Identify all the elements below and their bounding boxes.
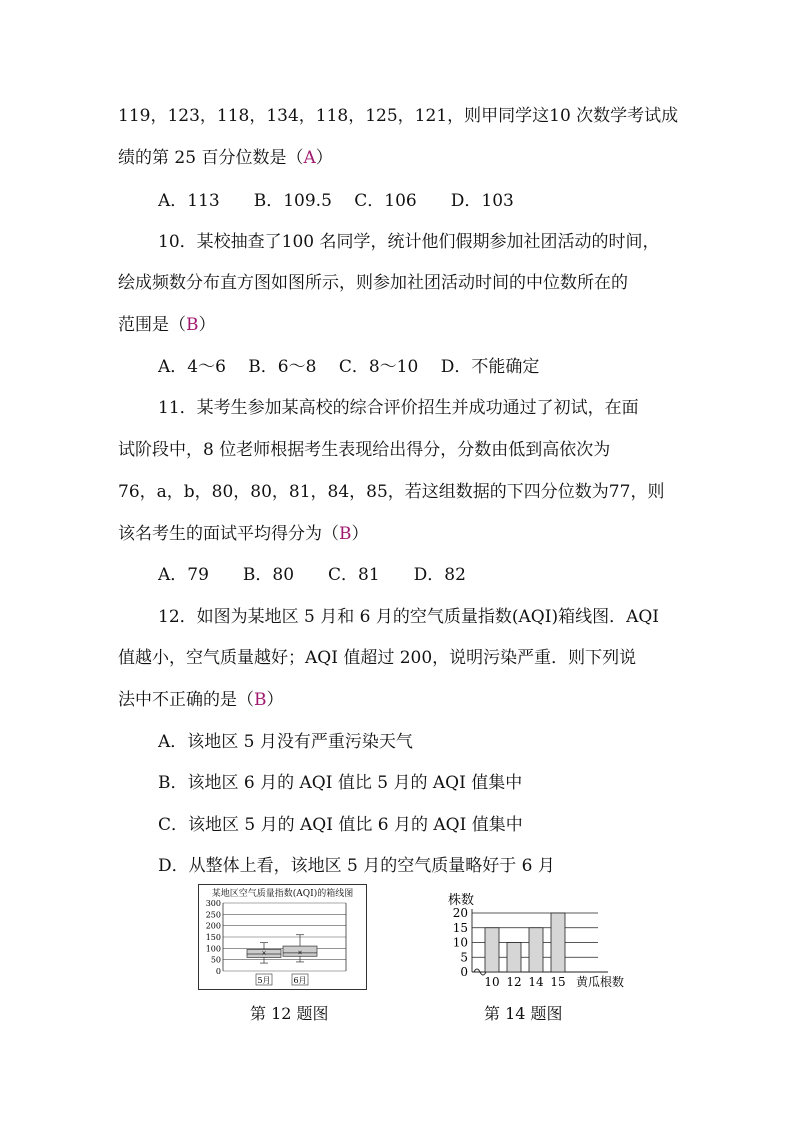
fig12-ytick-label: 200 — [205, 921, 221, 931]
q11-line2: 试阶段中，8 位老师根据考生表现给出得分，分数由低到高依次为 — [118, 440, 611, 460]
q12-answer: B — [254, 690, 267, 710]
q11-answer: B — [339, 524, 352, 544]
q10-line3-text: 范围是（ — [118, 315, 186, 335]
fig12-xlabel: 5月 — [257, 976, 271, 985]
fig14-ytick-label: 20 — [452, 906, 468, 920]
fig12-mean-marker: × — [261, 949, 267, 957]
fig14-ytick-label: 5 — [460, 950, 468, 965]
fig14-bar — [529, 928, 543, 972]
q10-options: A．4～6 B．6～8 C．8～10 D．不能确定 — [158, 357, 540, 377]
fig14-bar — [507, 943, 521, 973]
fig12-mean-marker: × — [297, 949, 303, 957]
fig12-ytick-label: 50 — [210, 955, 221, 965]
q10-line3-end: ） — [198, 315, 216, 335]
q12-line2: 值越小，空气质量越好；AQI 值超过 200，说明污染严重．则下列说 — [118, 648, 637, 668]
fig12-ytick-label: 0 — [215, 967, 221, 976]
fig14-ytick-label: 15 — [452, 920, 468, 935]
fig14-bar — [485, 928, 499, 972]
q11-line4-text: 该名考生的面试平均得分为（ — [118, 524, 339, 544]
q11-line3: 76，a，b，80，80，81，84，85，若这组数据的下四分位数为77，则 — [118, 482, 665, 502]
fig14-ytick-label: 10 — [452, 935, 468, 950]
fig14-xtick-label: 15 — [550, 975, 566, 989]
fig12-title: 某地区空气质量指数(AQI)的箱线图 — [211, 889, 354, 899]
q12-line1: 12．如图为某地区 5 月和 6 月的空气质量指数(AQI)箱线图．AQI — [158, 607, 660, 627]
q10-answer: B — [186, 315, 199, 335]
q12-line3-end: ） — [266, 690, 284, 710]
q11-line4 — [118, 522, 369, 546]
q9-line2 — [118, 146, 333, 170]
q12-option-d: D．从整体上看，该地区 5 月的空气质量略好于 6 月 — [158, 856, 555, 876]
fig14-xtick-label: 14 — [528, 975, 544, 989]
q12-line3 — [118, 688, 284, 712]
fig12-xlabel: 6月 — [293, 976, 307, 985]
q12-line3-text: 法中不正确的是（ — [118, 690, 254, 710]
q9-line1: 119，123，118，134，118，125，121，则甲同学这10 次数学考试成 — [118, 106, 679, 126]
fig12-ytick-label: 100 — [205, 944, 221, 954]
q9-answer: A — [303, 148, 316, 168]
q9-options: A．113 B．109.5 C．106 D．103 — [158, 191, 514, 211]
fig14-xtick-label: 12 — [506, 975, 522, 989]
fig14-ylabel: 株数 — [448, 893, 475, 908]
q11-line1: 11．某考生参加某高校的综合评价招生并成功通过了初试，在面 — [158, 398, 639, 418]
fig12-boxplot — [199, 885, 366, 989]
fig14-caption: 第 14 题图 — [484, 1004, 563, 1023]
fig14-xlabel: 黄瓜根数 — [576, 975, 625, 989]
q9-line2-text: 绩的第 25 百分位数是（ — [118, 148, 304, 168]
fig14-ytick-label: 0 — [460, 965, 468, 979]
fig14-bar — [551, 913, 565, 972]
fig12-caption: 第 12 题图 — [250, 1004, 329, 1023]
fig12-boxplot-frame — [198, 884, 367, 990]
fig12-ytick-label: 250 — [205, 910, 221, 920]
q12-option-c: C．该地区 5 月的 AQI 值比 6 月的 AQI 值集中 — [158, 815, 523, 835]
q10-line1: 10．某校抽查了100 名同学，统计他们假期参加社团活动的时间， — [158, 232, 660, 252]
fig12-ytick-label: 300 — [205, 899, 221, 908]
fig14-bar-chart — [440, 884, 640, 994]
q12-option-b: B．该地区 6 月的 AQI 值比 5 月的 AQI 值集中 — [158, 773, 523, 793]
fig12-ytick-label: 150 — [205, 933, 221, 942]
q10-line2: 绘成频数分布直方图如图所示，则参加社团活动时间的中位数所在的 — [118, 273, 628, 293]
q10-line3 — [118, 313, 216, 337]
fig14-xtick-label: 10 — [484, 975, 500, 989]
q11-line4-end: ） — [351, 524, 369, 544]
q12-option-a: A．该地区 5 月没有严重污染天气 — [158, 732, 413, 752]
q9-line2-end: ） — [315, 148, 333, 168]
q11-options: A．79 B．80 C．81 D．82 — [158, 565, 466, 585]
